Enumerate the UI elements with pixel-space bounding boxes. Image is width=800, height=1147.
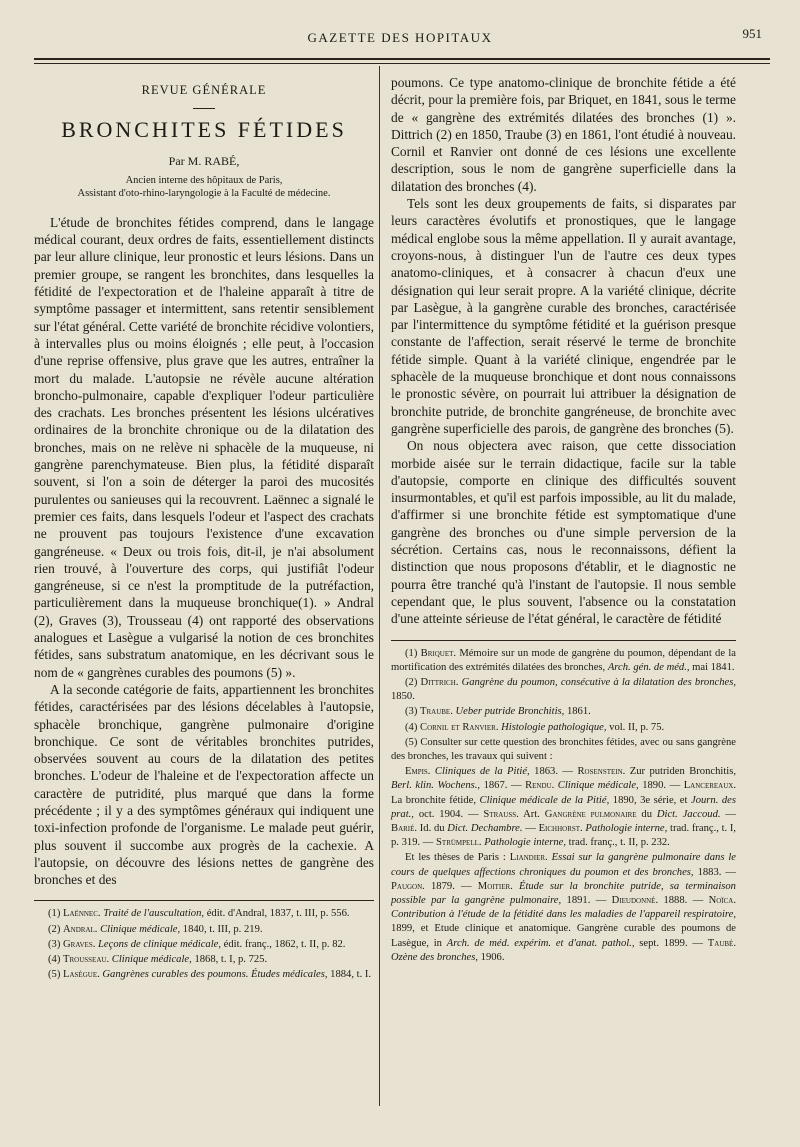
footnote: (4) Cornil et Ranvier. Histologie pathologique, vol. II, p. 75. — [405, 721, 665, 733]
section-rule — [193, 108, 215, 109]
footnote-rule — [391, 640, 736, 641]
article-title: BRONCHITES FÉTIDES — [61, 117, 347, 143]
footnote: (4) Trousseau. Clinique médicale, 1868, t. I, p. 725. — [48, 954, 268, 966]
footnote: (3) Traube. Ueber putride Bronchitis, 1861. — [405, 706, 591, 718]
footnote: (5) Consulter sur cette question des bronchites fétides, avec ou sans gangrène des bronches, les travaux qui suivent : — [391, 736, 736, 762]
footnote: Empis. Cliniques de la Pitié, 1863. — Rosenstein. Zur putriden Bronchitis, Berl. klin. Wochens., 1867. — Rendu. Clinique médicale, 1890. — Lancereaux. La bronchite fétide, Clinique médicale de la Pitié, 1890, 3e série, et Journ. des prat., oct. 1904. — Strauss. Art. Gangrène pulmonaire du Dict. Jaccoud. — Barié. Id. du Dict. Dechambre. — Eichhorst. Pathologie interne, trad. franç., t. I, p. 319. — Strümpell. Pathologie interne, trad. franç., t. II, p. 232. — [391, 766, 737, 849]
footnotes-right — [391, 647, 736, 965]
footnote: (2) Dittrich. Gangrène du poumon, consécutive à la dilatation des bronches, 1850. — [391, 676, 736, 703]
running-title: GAZETTE DES HOPITAUX — [307, 30, 493, 45]
footnote-rule — [34, 900, 374, 901]
footnote: (1) Briquet. Mémoire sur un mode de gangrène du poumon, dépendant de la mortification des extrémités dilatées des bronches, Arch. gén. de méd., mai 1841. — [391, 647, 736, 673]
section-heading: REVUE GÉNÉRALE — [141, 83, 267, 97]
footnotes-left — [34, 907, 374, 982]
paragraph: poumons. Ce type anatomo-clinique de bronchite fétide a été décrit, pour la première fois, par Briquet, en 1841, sous le terme de « gangrène des extrémités dilatées des bronches (1) ». Dittrich (2) en 1850, Traube (3) en 1861, l'ont étudié à nouveau. Cornil et Ranvier ont donné de ces lésions une excellente description, sous le nom de gangrène superficielle dans la dilatation des bronches (4). — [391, 75, 736, 194]
footnote: (5) Lasègue. Gangrènes curables des poumons. Études médicales, 1884, t. I. — [48, 969, 372, 981]
footnote: Et les thèses de Paris : Liandier. Essai sur la gangrène pulmonaire dans le cours de quelques affections chroniques du poumon et des bronches, 1883. — Paugon. 1879. — Moitier. Étude sur la bronchite putride, sa terminaison possible par la gangrène pulmonaire, 1891. — Dieudonné. 1888. — Noïca. Contribution à l'étude de la fétidité dans les maladies de l'appareil respiratoire, 1899, et Etude clinique et anatomique. Gangrène curable des poumons de Lasègue, in Arch. de méd. expérim. et d'anat. pathol., sept. 1899. — Taubé. Ozène des bronches, 1906. — [391, 852, 737, 963]
page-number: 951 — [742, 26, 762, 41]
author-affiliation-1: Ancien interne des hôpitaux de Paris, — [125, 174, 283, 186]
author-affiliation-2: Assistant d'oto-rhino-laryngologie à la Faculté de médecine. — [77, 187, 331, 199]
column-divider — [379, 66, 380, 1106]
right-column — [391, 74, 736, 966]
paragraph: L'étude de bronchites fétides comprend, dans le langage médical courant, deux ordres de faits, essentiellement distincts par leur allure clinique, leur pronostic et leurs lésions. Dans un premier groupe, se rangent les bronchites, dans lesquelles la fétidité de l'expectoration et de l'haleine apparaît à titre de symptôme passager et intermittent, sans retentir sensiblement sur l'état général. Cette variété de bronchite récidive volontiers, à intervalles plus ou moins éloignés ; elle peut, à l'occasion d'une reprise offensive, plus grave que les autres, entraîner la mort du malade. L'autopsie ne révèle aucune altération broncho-pulmonaire, capable d'expliquer l'odeur particulière des crachats. Les bronches présentent les lésions ulcératives ordinaires de la bronchite chronique ou de la dilatation des bronches, mais on ne relève ni sphacèle de la muqueuse, ni gangrène parenchymateuse. Bien plus, la fétidité disparaît souvent, si l'on a soin de déterger la paroi des mucosités purulentes ou sanieuses qui la recouvrent. Laënnec a signalé le premier ces faits, dans lesquels l'odeur et l'aspect des crachats ne prouvent pas toujours l'existence d'une excavation gangréneuse. « Deux ou trois fois, dit-il, je n'ai absolument rien trouvé, à l'ouverture des corps, qui justifiât l'odeur gangréneuse, si ce n'est la promptitude de la putréfaction, particulièrement dans la muqueuse bronchique(1). » Andral (2), Graves (3), Trousseau (4) ont rapporté des observations analogues et Lasègue a vulgarisé la notion de ces bronchites fétides, sans substratum anatomique, en les décrivant sous le nom de « gangrènes curables des poumons (5) ». — [34, 214, 374, 680]
paragraph: On nous objectera avec raison, que cette dissociation morbide aisée sur le terrain didactique, facile sur la table d'autopsie, comporte en clinique des difficultés souvent insurmontables, et qu'il est parfois impossible, au lit du malade, d'affirmer si une bronchite fétide est symptomatique d'une gangrène des bronches ou d'une simple perversion de la sécrétion. Certains cas, nous le reconnaissons, défient la distinction que nous proposons d'établir, et le diagnostic ne pourra être tranché qu'à l'instant de l'autopsie. Il nous semble cependant que, le plus souvent, l'absence ou la constatation d'une atteinte sérieuse de l'état général, le caractère de fétidité — [391, 438, 736, 627]
footnote: (3) Graves. Leçons de clinique médicale, édit. franç., 1862, t. II, p. 82. — [48, 938, 346, 950]
page-header — [34, 26, 766, 48]
paragraph: A la seconde catégorie de faits, appartiennent les bronchites fétides, caractérisées par des lésions décelables à l'autopsie, sphacèle bronchique, gangrène pulmonaire d'origine bronchique. Ce sont de véritables bronchites putrides, observées souvent au cours de la dilatation des petites bronches. L'odeur de l'haleine et de l'expectoration affecte un caractère de putridité, plus marqué que dans la forme précédente ; il y a des symptômes généraux qui indiquent une toxi-infection profonde de l'organisme. Le malade peut guérir, plus souvent il succombe aux progrès de la cachexie. A l'autopsie, on découvre des lésions nettes de gangrène des bronches et des — [34, 681, 374, 888]
footnote: (2) Andral. Clinique médicale, 1840, t. III, p. 219. — [48, 923, 263, 935]
footnote: (1) Laënnec. Traité de l'auscultation, édit. d'Andral, 1837, t. III, p. 556. — [48, 908, 350, 920]
left-column — [34, 74, 374, 983]
header-rule — [34, 58, 770, 64]
paragraph: Tels sont les deux groupements de faits, si disparates par leurs caractères évolutifs et pronostiques, que le langage médical englobe sous la même appellation. Il y aurait avantage, croyons-nous, à distinguer l'un de l'autre ces deux types anatomo-cliniques, et à consacrer à chacun d'eux une désignation qui leur serait propre. A la variété clinique, décrite par Lasègue, à la gangrène curable des bronches, caractérisée par l'intermittence du symptôme fétidité et la guérison presque constante de l'affection, serait réservé le terme de bronchite fétide simple. Quant à la variété clinique, engendrée par le sphacèle de la muqueuse bronchique et dont nous connaissons le pronostic sévère, on pourrait lui attribuer la désignation de bronchite putride, de bronchite gangréneuse, de bronchite avec gangrène superficielle des parois, de gangrène des bronches (5). — [391, 196, 736, 436]
article-author: Par M. RABÉ, — [168, 153, 240, 168]
